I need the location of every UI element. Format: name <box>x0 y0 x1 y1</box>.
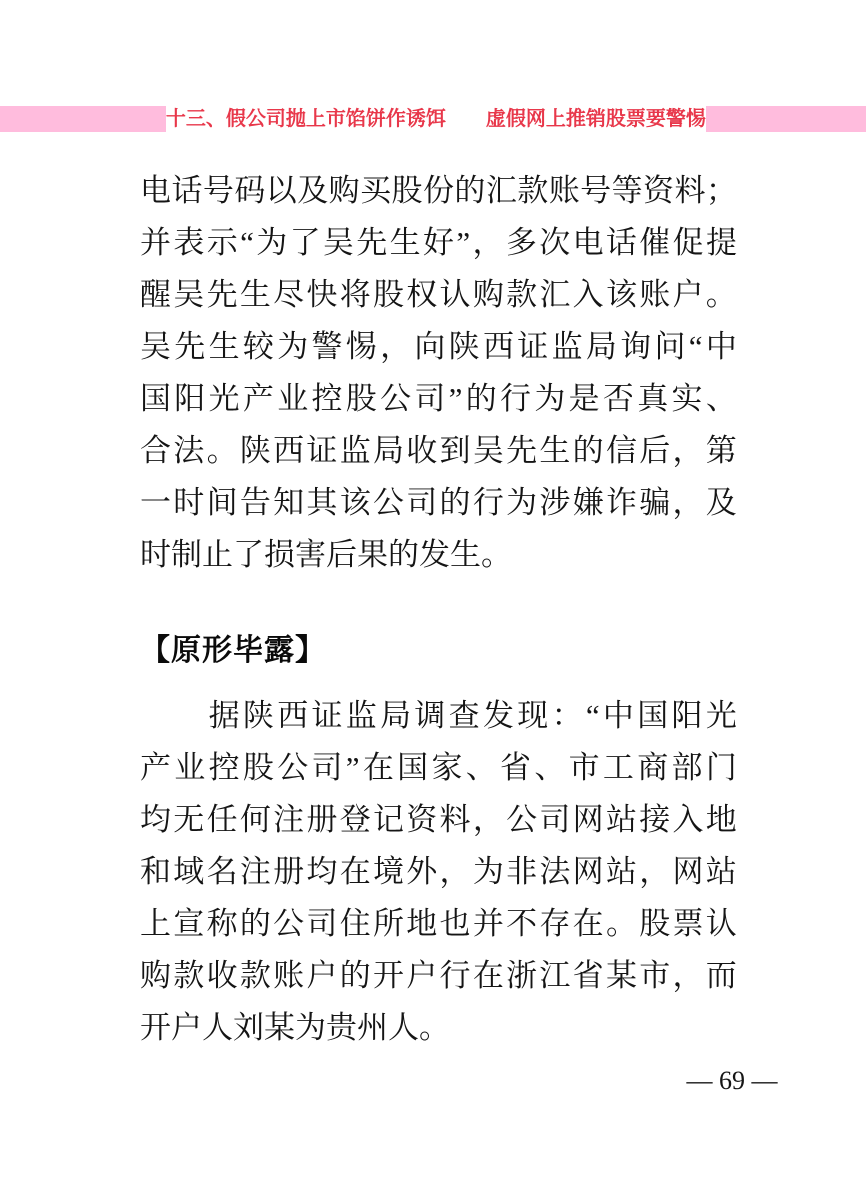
text-line: 据 陕 西 证 监 局 调 查 发 现 ： “ 中 国 阳 光 <box>208 698 737 733</box>
chapter-header <box>0 106 866 132</box>
text-line: 电 话 号 码 以 及 购 买 股 份 的 汇 款 账 号 等 资 料 ； <box>140 173 737 208</box>
text-line: 产 业 控 股 公 司 ” 在 国 家 、 省 、 市 工 商 部 门 <box>140 750 737 785</box>
text-line: 均 无 任 何 注 册 登 记 资 料 ， 公 司 网 站 接 入 地 <box>140 802 737 837</box>
paragraph-1 <box>140 165 737 581</box>
text-line: 购 款 收 款 账 户 的 开 户 行 在 浙 江 省 某 市 ， 而 <box>140 958 737 993</box>
header-bar-left <box>0 106 166 132</box>
text-line: 一 时 间 告 知 其 该 公 司 的 行 为 涉 嫌 诈 骗 ， 及 <box>140 485 737 520</box>
text-line: 醒 吴 先 生 尽 快 将 股 权 认 购 款 汇 入 该 账 户 。 <box>140 277 737 312</box>
text-line: 时制止了损害后果的发生。 <box>140 537 512 572</box>
chapter-title: 十三、假公司抛上市馅饼作诱饵 虚假网上推销股票要警惕 <box>165 108 706 130</box>
text-line: 和 域 名 注 册 均 在 境 外 ， 为 非 法 网 站 ， 网 站 <box>140 854 737 889</box>
page-number: — 69 — <box>686 1066 778 1095</box>
text-line: 国 阳 光 产 业 控 股 公 司 ” 的 行 为 是 否 真 实 、 <box>140 381 737 416</box>
text-line: 合 法 。 陕 西 证 监 局 收 到 吴 先 生 的 信 后 ， 第 <box>140 433 737 468</box>
text-line: 吴 先 生 较 为 警 惕 ， 向 陕 西 证 监 局 询 问 “ 中 <box>140 329 737 364</box>
paragraph-2 <box>140 690 737 1054</box>
text-line: 开户人刘某为贵州人。 <box>140 1010 450 1045</box>
header-bar-right <box>706 106 866 132</box>
page-body <box>140 165 737 1054</box>
text-line: 并 表 示 “ 为 了 吴 先 生 好 ” ， 多 次 电 话 催 促 提 <box>140 225 737 260</box>
text-line: 上 宣 称 的 公 司 住 所 地 也 并 不 存 在 。 股 票 认 <box>140 906 737 941</box>
section-heading: 【原形毕露】 <box>140 634 326 667</box>
